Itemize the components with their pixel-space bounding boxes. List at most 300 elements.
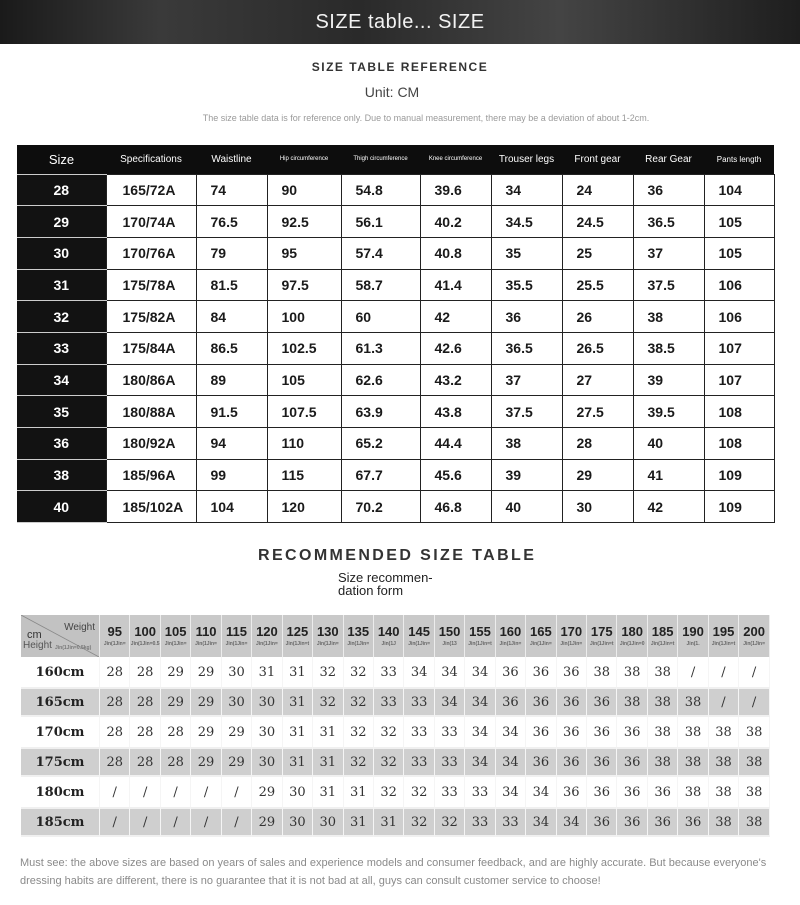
- corner-height: Height: [23, 640, 52, 651]
- size-cell: 30: [17, 237, 106, 269]
- weight-value: 130: [316, 624, 339, 639]
- size-recommendation-cell: 38: [617, 657, 647, 687]
- table-cell: 46.8: [420, 491, 491, 523]
- corner-cm: cm: [27, 629, 42, 641]
- height-cell: 160cm: [21, 657, 100, 687]
- weight-unit: Jin(1Jin=: [103, 641, 126, 647]
- weight-header: [283, 615, 313, 657]
- weight-header: [465, 615, 495, 657]
- size-recommendation-cell: 31: [252, 657, 282, 687]
- weight-unit: Jin(1Jin=: [256, 641, 278, 647]
- corner-cell: [21, 615, 100, 657]
- corner-weight: Weight: [64, 622, 96, 633]
- weight-value: 155: [469, 624, 491, 639]
- table-cell: 105: [704, 206, 774, 238]
- header-waistline: Waistline: [196, 145, 267, 174]
- size-recommendation-cell: 38: [648, 687, 678, 717]
- table-cell: 25.5: [562, 269, 633, 301]
- size-recommendation-cell: 31: [313, 717, 343, 747]
- table-cell: 108: [704, 396, 774, 428]
- size-recommendation-cell: 36: [526, 747, 556, 777]
- table-cell: 35: [491, 237, 562, 269]
- height-cell: 170cm: [21, 717, 100, 747]
- table-row: [17, 269, 774, 301]
- size-recommendation-cell: 36: [496, 687, 526, 717]
- size-recommendation-cell: 36: [587, 687, 617, 717]
- size-recommendation-cell: 28: [130, 687, 160, 717]
- size-recommendation-cell: 31: [283, 717, 313, 747]
- table-row: [21, 777, 770, 807]
- table-cell: 38: [633, 301, 704, 333]
- weight-header: [130, 615, 160, 657]
- weight-value: 110: [195, 624, 217, 639]
- table-row: [21, 657, 770, 687]
- size-recommendation-cell: 32: [313, 687, 343, 717]
- table-cell: 37.5: [491, 396, 562, 428]
- size-recommendation-cell: 36: [557, 687, 587, 717]
- size-recommendation-cell: 28: [100, 717, 130, 747]
- size-recommendation-cell: 31: [344, 777, 374, 807]
- table-cell: 40.2: [420, 206, 491, 238]
- weight-unit: Jin(1.: [686, 641, 700, 647]
- header-specifications: Specifications: [106, 145, 196, 174]
- size-recommendation-cell: /: [100, 807, 130, 837]
- table-cell: 27: [562, 364, 633, 396]
- size-recommendation-cell: 36: [617, 807, 647, 837]
- recommended-heading: RECOMMENDED SIZE TABLE: [258, 547, 537, 564]
- size-recommendation-cell: /: [739, 687, 770, 717]
- table-cell: 40: [491, 491, 562, 523]
- table-cell: 170/76A: [106, 237, 196, 269]
- table-cell: 60: [341, 301, 420, 333]
- size-recommendation-cell: 29: [191, 717, 221, 747]
- table-cell: 94: [196, 428, 267, 460]
- weight-unit: Jin(1Jin=: [225, 641, 248, 647]
- size-recommendation-cell: 31: [283, 687, 313, 717]
- size-recommendation-cell: 36: [587, 807, 617, 837]
- size-cell: 38: [17, 459, 106, 491]
- table-cell: 115: [267, 459, 341, 491]
- size-recommendation-cell: 38: [648, 747, 678, 777]
- size-recommendation-cell: /: [191, 807, 221, 837]
- weight-value: 170: [560, 624, 583, 639]
- table-cell: 107: [704, 332, 774, 364]
- size-recommendation-cell: 34: [496, 747, 526, 777]
- header-hip: Hip circumference: [267, 145, 341, 174]
- table-cell: 27.5: [562, 396, 633, 428]
- table-cell: 40: [633, 428, 704, 460]
- size-recommendation-cell: 28: [161, 747, 191, 777]
- height-cell: 175cm: [21, 747, 100, 777]
- weight-unit: Jin(1Jin=: [195, 641, 217, 647]
- size-recommendation-cell: 30: [252, 747, 282, 777]
- table-row: [17, 428, 774, 460]
- weight-unit: Jin(13: [442, 641, 457, 647]
- weight-value: 150: [438, 624, 461, 639]
- table-cell: 91.5: [196, 396, 267, 428]
- weight-value: 175: [590, 624, 613, 639]
- size-recommendation-cell: /: [709, 687, 739, 717]
- size-recommendation-cell: 29: [191, 687, 221, 717]
- table-cell: 30: [562, 491, 633, 523]
- table-cell: 38.5: [633, 332, 704, 364]
- size-recommendation-cell: 29: [161, 657, 191, 687]
- size-recommendation-cell: 33: [465, 807, 495, 837]
- table-cell: 36.5: [633, 206, 704, 238]
- table-cell: 63.9: [341, 396, 420, 428]
- table-cell: 105: [704, 237, 774, 269]
- size-recommendation-cell: 38: [678, 747, 708, 777]
- weight-header: [404, 615, 434, 657]
- size-recommendation-cell: 31: [344, 807, 374, 837]
- size-recommendation-cell: 36: [617, 747, 647, 777]
- size-recommendation-cell: 32: [435, 807, 465, 837]
- size-recommendation-cell: 28: [161, 717, 191, 747]
- size-recommendation-cell: 28: [130, 747, 160, 777]
- table-cell: 185/96A: [106, 459, 196, 491]
- size-recommendation-cell: 38: [709, 747, 739, 777]
- table-cell: 165/72A: [106, 174, 196, 206]
- table-cell: 107: [704, 364, 774, 396]
- size-recommendation-cell: /: [130, 807, 160, 837]
- weight-unit: Jin(1Jin=: [560, 641, 583, 647]
- table-cell: 109: [704, 491, 774, 523]
- size-recommendation-cell: 32: [313, 657, 343, 687]
- weight-header: [557, 615, 587, 657]
- size-cell: 36: [17, 428, 106, 460]
- table-row: [17, 459, 774, 491]
- weight-unit: Jin(1J: [381, 641, 396, 647]
- weight-unit: Jin(1Jin=: [529, 641, 552, 647]
- weight-header: [435, 615, 465, 657]
- table-cell: 109: [704, 459, 774, 491]
- size-recommendation-cell: /: [130, 777, 160, 807]
- weight-value: 140: [377, 624, 400, 639]
- size-recommendation-cell: 38: [678, 687, 708, 717]
- table-cell: 89: [196, 364, 267, 396]
- table-cell: 28: [562, 428, 633, 460]
- table-row: [17, 396, 774, 428]
- size-recommendation-cell: 36: [587, 777, 617, 807]
- size-recommendation-cell: 34: [435, 687, 465, 717]
- table-cell: 175/78A: [106, 269, 196, 301]
- weight-unit: Jin(1Jin=: [499, 641, 522, 647]
- size-recommendation-cell: 38: [678, 777, 708, 807]
- size-cell: 32: [17, 301, 106, 333]
- weight-value: 200: [743, 624, 765, 639]
- size-recommendation-cell: /: [161, 777, 191, 807]
- size-recommendation-cell: 28: [100, 747, 130, 777]
- size-recommendation-cell: 34: [526, 807, 556, 837]
- table-cell: 39.5: [633, 396, 704, 428]
- size-recommendation-cell: /: [739, 657, 770, 687]
- size-recommendation-cell: 33: [435, 747, 465, 777]
- size-recommendation-cell: 33: [404, 717, 434, 747]
- table-cell: 62.6: [341, 364, 420, 396]
- size-recommendation-cell: /: [100, 777, 130, 807]
- table-cell: 104: [196, 491, 267, 523]
- header-pants-length: Pants length: [704, 145, 774, 174]
- size-recommendation-cell: 36: [587, 717, 617, 747]
- table-cell: 107.5: [267, 396, 341, 428]
- table-cell: 43.2: [420, 364, 491, 396]
- table-cell: 61.3: [341, 332, 420, 364]
- table-cell: 175/84A: [106, 332, 196, 364]
- weight-value: 100: [134, 624, 157, 639]
- size-recommendation-cell: 34: [465, 717, 495, 747]
- size-recommendation-cell: 31: [313, 747, 343, 777]
- size-recommendation-cell: 32: [404, 777, 434, 807]
- size-recommendation-cell: 28: [100, 657, 130, 687]
- weight-header: [496, 615, 526, 657]
- recommended-table: [21, 615, 770, 837]
- table-cell: 110: [267, 428, 341, 460]
- table-cell: 67.7: [341, 459, 420, 491]
- size-recommendation-cell: 29: [222, 747, 252, 777]
- table-cell: 44.4: [420, 428, 491, 460]
- size-recommendation-cell: 38: [739, 747, 770, 777]
- weight-value: 160: [499, 624, 522, 639]
- size-recommendation-cell: 36: [557, 747, 587, 777]
- size-recommendation-cell: 36: [496, 657, 526, 687]
- size-recommendation-cell: 34: [526, 777, 556, 807]
- table-row: [17, 301, 774, 333]
- size-recommendation-cell: 38: [739, 717, 770, 747]
- table-cell: 25: [562, 237, 633, 269]
- size-recommendation-cell: 36: [648, 807, 678, 837]
- size-cell: 29: [17, 206, 106, 238]
- size-recommendation-cell: 38: [709, 777, 739, 807]
- weight-header: [709, 615, 739, 657]
- weight-value: 195: [712, 624, 735, 639]
- table-cell: 185/102A: [106, 491, 196, 523]
- weight-value: 190: [682, 624, 704, 639]
- table-cell: 65.2: [341, 428, 420, 460]
- table-cell: 106: [704, 301, 774, 333]
- table-cell: 180/92A: [106, 428, 196, 460]
- weight-value: 145: [408, 624, 430, 639]
- weight-value: 120: [256, 624, 278, 639]
- size-recommendation-cell: 30: [283, 807, 313, 837]
- weight-unit: Jin(1Jin=t: [590, 641, 614, 647]
- table-cell: 36.5: [491, 332, 562, 364]
- size-recommendation-cell: 28: [100, 687, 130, 717]
- size-recommendation-cell: 34: [496, 717, 526, 747]
- table-cell: 104: [704, 174, 774, 206]
- table-cell: 90: [267, 174, 341, 206]
- table-cell: 34.5: [491, 206, 562, 238]
- table-row: [17, 491, 774, 523]
- header-rear-gear: Rear Gear: [633, 145, 704, 174]
- table-cell: 26.5: [562, 332, 633, 364]
- table-cell: 24: [562, 174, 633, 206]
- weight-value: 185: [651, 624, 674, 639]
- size-recommendation-cell: 36: [648, 777, 678, 807]
- size-recommendation-cell: /: [709, 657, 739, 687]
- table-cell: 58.7: [341, 269, 420, 301]
- header-front-gear: Front gear: [562, 145, 633, 174]
- weight-value: 135: [347, 624, 370, 639]
- size-recommendation-cell: 32: [344, 717, 374, 747]
- weight-header: [526, 615, 556, 657]
- table-cell: 74: [196, 174, 267, 206]
- size-cell: 31: [17, 269, 106, 301]
- weight-unit: Jin(1Jin=: [164, 641, 187, 647]
- table-row: [21, 807, 770, 837]
- table-cell: 108: [704, 428, 774, 460]
- size-table-heading: SIZE TABLE REFERENCE: [311, 60, 489, 74]
- size-recommendation-cell: 38: [678, 717, 708, 747]
- weight-unit: Jin(1Jin=: [347, 641, 370, 647]
- table-cell: 99: [196, 459, 267, 491]
- table-row: [17, 206, 774, 238]
- size-table: [17, 145, 775, 523]
- table-cell: 37: [633, 237, 704, 269]
- size-recommendation-cell: 33: [435, 777, 465, 807]
- weight-header: [313, 615, 343, 657]
- table-cell: 39.6: [420, 174, 491, 206]
- size-recommendation-cell: 29: [191, 657, 221, 687]
- weight-header: [100, 615, 130, 657]
- table-cell: 70.2: [341, 491, 420, 523]
- size-recommendation-cell: 34: [557, 807, 587, 837]
- size-recommendation-cell: 36: [557, 777, 587, 807]
- table-cell: 95: [267, 237, 341, 269]
- size-recommendation-cell: 29: [222, 717, 252, 747]
- table-cell: 81.5: [196, 269, 267, 301]
- recommended-subheading: Size recommen- dation form: [338, 570, 433, 598]
- table-cell: 37.5: [633, 269, 704, 301]
- weight-unit: Jin(1Jin=t: [285, 641, 310, 647]
- size-recommendation-cell: 33: [435, 717, 465, 747]
- size-recommendation-cell: 34: [465, 657, 495, 687]
- size-recommendation-cell: 31: [283, 747, 313, 777]
- size-recommendation-cell: 32: [344, 687, 374, 717]
- table-cell: 180/86A: [106, 364, 196, 396]
- weight-value: 125: [286, 624, 309, 639]
- weight-header: [648, 615, 678, 657]
- header-thigh: Thigh circumference: [341, 145, 420, 174]
- weight-header: [222, 615, 252, 657]
- table-cell: 97.5: [267, 269, 341, 301]
- size-recommendation-cell: 29: [161, 687, 191, 717]
- size-cell: 40: [17, 491, 106, 523]
- table-cell: 35.5: [491, 269, 562, 301]
- weight-header: [344, 615, 374, 657]
- table-cell: 57.4: [341, 237, 420, 269]
- table-row: [17, 174, 774, 206]
- size-recommendation-cell: 34: [435, 657, 465, 687]
- weight-header: [252, 615, 282, 657]
- weight-header: [678, 615, 708, 657]
- table-cell: 36: [633, 174, 704, 206]
- size-recommendation-cell: 36: [617, 777, 647, 807]
- size-cell: 34: [17, 364, 106, 396]
- table-cell: 106: [704, 269, 774, 301]
- size-recommendation-cell: 38: [709, 807, 739, 837]
- weight-value: 115: [226, 624, 247, 639]
- size-recommendation-cell: 32: [344, 747, 374, 777]
- table-cell: 175/82A: [106, 301, 196, 333]
- table-cell: 34: [491, 174, 562, 206]
- size-recommendation-cell: 31: [283, 657, 313, 687]
- height-cell: 165cm: [21, 687, 100, 717]
- size-recommendation-cell: 30: [252, 687, 282, 717]
- size-recommendation-cell: 33: [465, 777, 495, 807]
- height-cell: 185cm: [21, 807, 100, 837]
- size-recommendation-cell: 32: [374, 777, 404, 807]
- weight-header: [161, 615, 191, 657]
- table-cell: 170/74A: [106, 206, 196, 238]
- table-cell: 180/88A: [106, 396, 196, 428]
- size-recommendation-cell: 33: [496, 807, 526, 837]
- table-cell: 39: [633, 364, 704, 396]
- size-recommendation-cell: 38: [587, 657, 617, 687]
- size-table-header-row: [17, 145, 774, 174]
- table-row: [21, 687, 770, 717]
- size-recommendation-cell: 38: [648, 657, 678, 687]
- size-recommendation-cell: 36: [678, 807, 708, 837]
- size-recommendation-cell: 36: [617, 717, 647, 747]
- weight-unit: Jin(1Jin=t: [650, 641, 675, 647]
- table-cell: 79: [196, 237, 267, 269]
- table-cell: 56.1: [341, 206, 420, 238]
- table-cell: 105: [267, 364, 341, 396]
- header-trouser-legs: Trouser legs: [491, 145, 562, 174]
- size-recommendation-cell: /: [191, 777, 221, 807]
- table-cell: 24.5: [562, 206, 633, 238]
- weight-header: [374, 615, 404, 657]
- table-cell: 37: [491, 364, 562, 396]
- weight-header: [191, 615, 221, 657]
- size-recommendation-cell: 34: [465, 687, 495, 717]
- size-recommendation-cell: 29: [191, 747, 221, 777]
- size-recommendation-cell: 36: [557, 717, 587, 747]
- size-recommendation-cell: 36: [526, 717, 556, 747]
- weight-value: 165: [530, 624, 552, 639]
- table-cell: 40.8: [420, 237, 491, 269]
- weight-value: 105: [164, 624, 187, 639]
- table-cell: 39: [491, 459, 562, 491]
- size-recommendation-cell: 36: [526, 657, 556, 687]
- reference-note: The size table data is for reference only. Due to manual measurement, there may be a deviation of about 1-2cm.: [202, 113, 650, 123]
- weight-value: 95: [107, 624, 122, 639]
- size-recommendation-cell: 36: [557, 657, 587, 687]
- size-recommendation-cell: /: [678, 657, 708, 687]
- size-recommendation-cell: 33: [404, 747, 434, 777]
- weight-unit: Jin(1Jin=0.5: [130, 641, 160, 647]
- weight-unit: Jin(1Jin=: [743, 641, 766, 647]
- size-recommendation-cell: 31: [313, 777, 343, 807]
- weight-header: [587, 615, 617, 657]
- size-recommendation-cell: 28: [130, 657, 160, 687]
- table-cell: 92.5: [267, 206, 341, 238]
- weight-unit: Jin(1Jin=: [408, 641, 431, 647]
- size-recommendation-cell: 38: [739, 807, 770, 837]
- table-cell: 54.8: [341, 174, 420, 206]
- weight-unit: Jin(1Jin=t: [711, 641, 736, 647]
- unit-label: Unit: CM: [364, 84, 420, 100]
- corner-sub: Jin(1Jin=0.5kg): [55, 645, 92, 651]
- banner-title: SIZE table... SIZE: [0, 0, 800, 44]
- table-row: [17, 332, 774, 364]
- size-recommendation-cell: 30: [252, 717, 282, 747]
- table-cell: 41: [633, 459, 704, 491]
- size-recommendation-cell: 29: [252, 777, 282, 807]
- size-recommendation-cell: 36: [587, 747, 617, 777]
- footer-note: Must see: the above sizes are based on years of sales and experience models and consumer feedback, and are highly accurate. But because everyone's dressing habits are different, there is no guarantee that it is not bad at all, guys can consult customer service to choose!: [20, 857, 767, 887]
- size-recommendation-cell: 30: [313, 807, 343, 837]
